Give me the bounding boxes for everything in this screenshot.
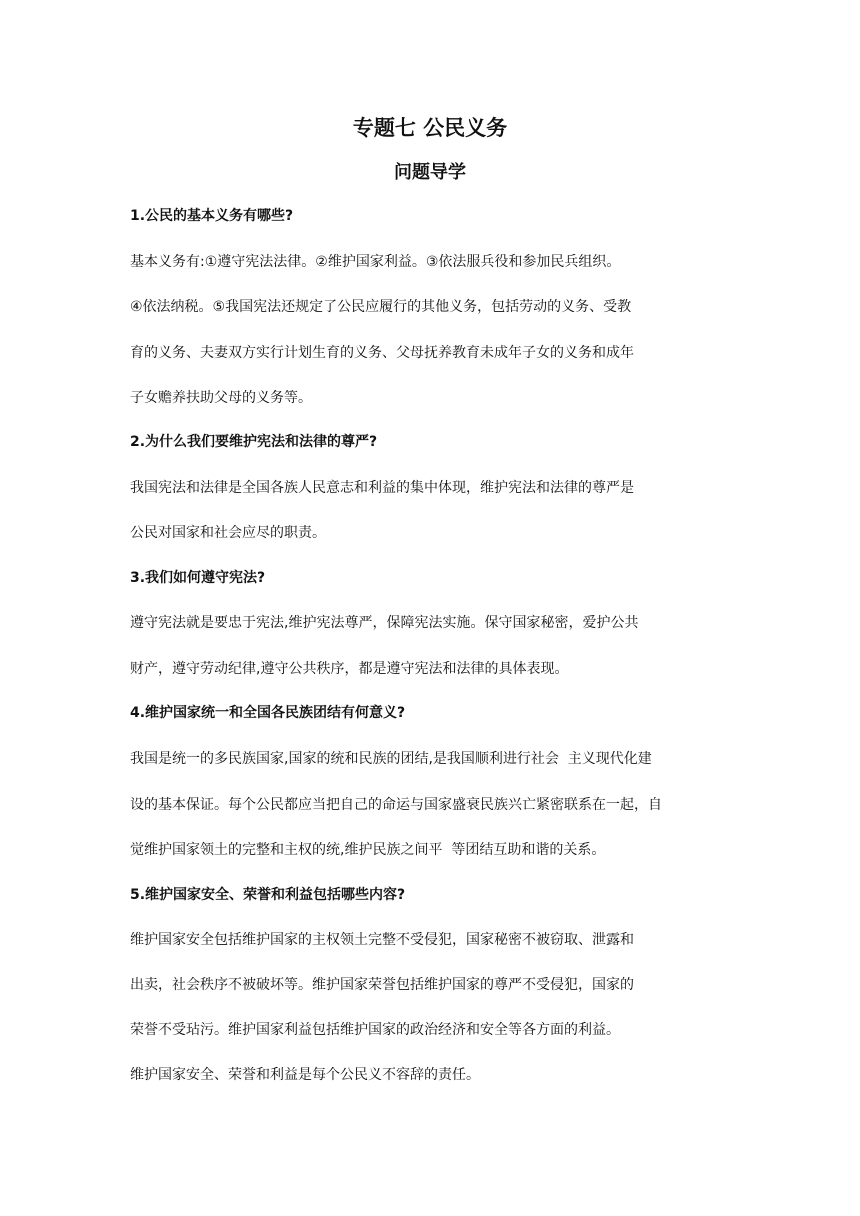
answer-line: 维护国家安全、荣誉和利益是每个公民义不容辞的责任。 — [130, 1067, 480, 1083]
answer-line: 基本义务有:①遵守宪法法律。②维护国家利益。③依法服兵役和参加民兵组织。 — [130, 254, 621, 270]
question-3: 3.我们如何遵守宪法? — [130, 570, 266, 586]
answer-line: 觉维护国家领土的完整和主权的统,维护民族之间平 等团结互助和谐的关系。 — [130, 842, 606, 858]
answer-line: 财产，遵守劳动纪律,遵守公共秩序，都是遵守宪法和法律的具体表现。 — [130, 661, 569, 677]
answer-line: 遵守宪法就是要忠于宪法,维护宪法尊严，保障宪法实施。保守国家秘密，爱护公共 — [130, 615, 639, 631]
question-5: 5.维护国家安全、荣誉和利益包括哪些内容? — [130, 887, 406, 903]
answer-line: ④依法纳税。⑤我国宪法还规定了公民应履行的其他义务，包括劳动的义务、受教 — [130, 299, 632, 315]
question-4: 4.维护国家统一和全国各民族团结有何意义? — [130, 705, 406, 721]
answer-line: 我国宪法和法律是全国各族人民意志和利益的集中体现，维护宪法和法律的尊严是 — [130, 480, 634, 496]
answer-line: 公民对国家和社会应尽的职责。 — [130, 525, 326, 541]
answer-line: 荣誉不受玷污。维护国家利益包括维护国家的政治经济和安全等各方面的利益。 — [130, 1022, 620, 1038]
answer-line: 子女赡养扶助父母的义务等。 — [130, 390, 312, 406]
answer-line: 出卖，社会秩序不被破坏等。维护国家荣誉包括维护国家的尊严不受侵犯，国家的 — [130, 977, 634, 993]
answer-line: 我国是统一的多民族国家,国家的统和民族的团结,是我国顺利进行社会 主义现代化建 — [130, 751, 652, 767]
document-subtitle: 问题导学 — [394, 162, 466, 183]
answer-line: 设的基本保证。每个公民都应当把自己的命运与国家盛衰民族兴亡紧密联系在一起，自 — [130, 797, 662, 813]
answer-line: 育的义务、夫妻双方实行计划生育的义务、父母抚养教育未成年子女的义务和成年 — [130, 345, 634, 361]
question-1: 1.公民的基本义务有哪些? — [130, 208, 294, 224]
question-2: 2.为什么我们要维护宪法和法律的尊严? — [130, 434, 378, 450]
answer-line: 维护国家安全包括维护国家的主权领土完整不受侵犯，国家秘密不被窃取、泄露和 — [130, 932, 634, 948]
document-title: 专题七 公民义务 — [352, 116, 508, 140]
